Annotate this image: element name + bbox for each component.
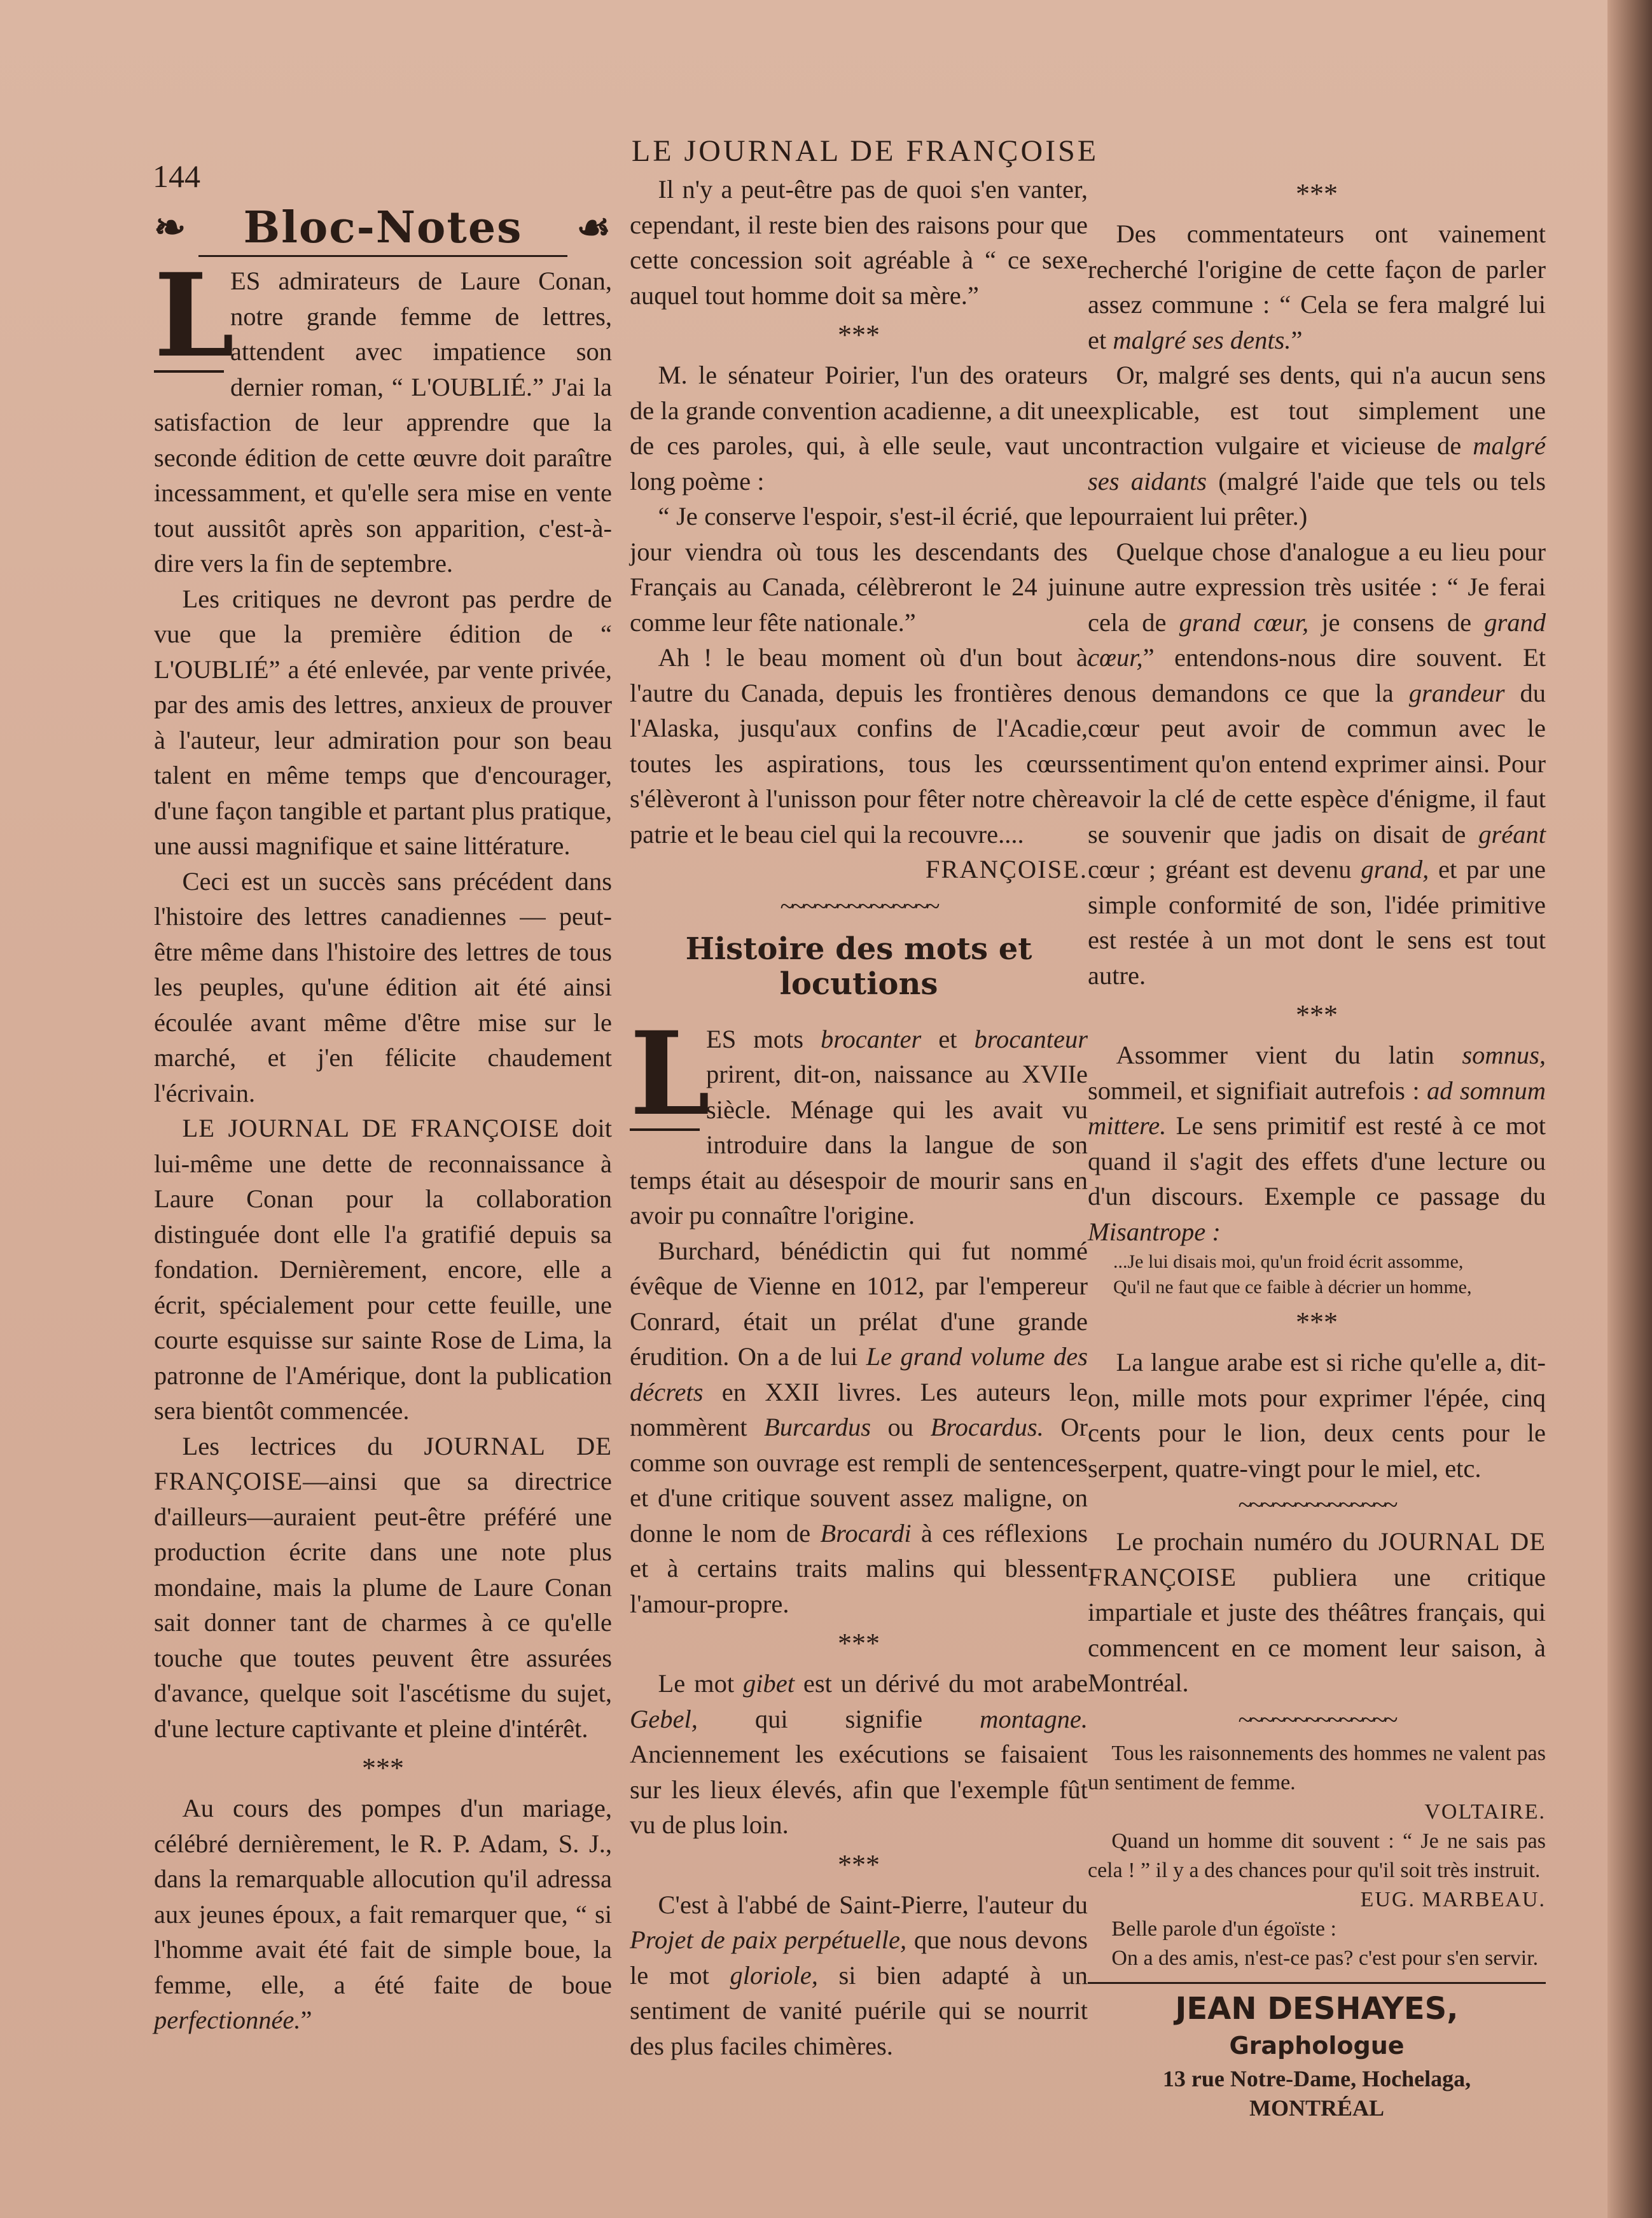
asterism: *** <box>838 1848 880 1880</box>
paragraph: Le prochain numéro du JOURNAL DE FRANÇOISE publiera une critique impartiale et juste des théâtres français, qui commencent en ce moment leur saison, à Montréal. <box>1088 1527 1546 1697</box>
signature: FRANÇOISE. <box>925 855 1088 884</box>
dropcap: L <box>630 1006 711 1141</box>
paragraph: La langue arabe est si riche qu'elle a, dit-on, mille mots pour exprimer l'épée, cinq cents pour le lion, deux cents pour le serpent, quatre-vingt pour le miel, etc. <box>1088 1348 1546 1483</box>
paragraph: Le mot gibet est un dérivé du mot arabe Gebel, qui signifie montagne. Anciennement les exécutions se faisaient sur les lieux élevés, afin que l'exemple fût vu de plus loin. <box>630 1669 1088 1839</box>
maxim-author: VOLTAIRE. <box>1424 1799 1546 1824</box>
page-number: 144 <box>153 158 200 194</box>
verse-quote <box>1113 1249 1546 1300</box>
column-2 <box>630 172 1088 2063</box>
paragraph: Il n'y a peut-être pas de quoi s'en vanter, cependant, il reste bien des raisons pour que cette concession soit agréable à “ ce sexe auquel tout homme doit sa mère.” <box>630 175 1088 310</box>
ornament-swirl-icon: ❧ <box>154 205 188 250</box>
asterism: *** <box>1296 178 1338 209</box>
asterism: *** <box>838 319 880 350</box>
ad-name: JEAN DESHAYES, <box>1175 1990 1459 2027</box>
ornament-swirl-icon: ☙ <box>576 205 612 250</box>
ad-role: Graphologue <box>1229 2032 1405 2060</box>
dropcap: L <box>154 249 235 383</box>
asterism: *** <box>1296 999 1338 1030</box>
paragraph: Quelque chose d'analogue a eu lieu pour une autre expression très usitée : “ Je ferai cela de grand cœur, je consens de grand cœur,” entendons-nous dire souvent. Et nous demandons ce que la grandeur du cœur peut avoir de commun avec le sentiment qu'on entend exprimer ainsi. Pour avoir la clé de cette espèce d'énigme, il faut se souvenir que jadis on disait de gréant cœur ; gréant est devenu grand, et par une simple conformité de son, l'idée primitive est restée à un mot dont le sens est tout autre. <box>1088 537 1546 990</box>
running-title: LE JOURNAL DE FRANÇOISE <box>631 134 1099 168</box>
ad-city: MONTRÉAL <box>1249 2095 1384 2121</box>
paragraph: Burchard, bénédictin qui fut nommé évêque de Vienne en 1012, par l'empereur Conrard, était un prélat d'une grande érudition. On a de lui Le grand volume des décrets en XXII livres. Les auteurs le nommèrent Burcardus ou Brocardus. Or comme son ouvrage est rempli de sentences et d'une critique souvent assez maligne, on donne le nom de Brocardi à ces réflexions et à certains traits malins qui blessent l'amour-propre. <box>630 1236 1088 1618</box>
paragraph: LE JOURNAL DE FRANÇOISE doit lui-même une dette de reconnaissance à Laure Conan pour la collaboration distinguée dont elle l'a gratifié depuis sa fondation. Dernièrement, encore, elle a écrit, spécialement pour cette feuille, une courte esquisse sur sainte Rose de Lima, la patronne de l'Amérique, dont la publication sera bientôt commencée. <box>154 1114 612 1425</box>
maxim: Belle parole d'un égoïste : <box>1111 1916 1336 1941</box>
column-1 <box>154 202 612 2038</box>
paragraph: M. le sénateur Poirier, l'un des orateurs de la grande convention acadienne, a dit une de ces paroles, qui, à elle seule, vaut un long poème : <box>630 361 1088 496</box>
ad-address: 13 rue Notre-Dame, Hochelaga, <box>1162 2065 1471 2091</box>
verse-line: Qu'il ne faut que ce faible à décrier un homme, <box>1113 1277 1472 1298</box>
maxim-author: EUG. MARBEAU. <box>1360 1887 1546 1911</box>
paragraph: Ah ! le beau moment où d'un bout à l'autre du Canada, depuis les frontières de l'Alaska, jusqu'aux confins de l'Acadie, toutes les aspirations, tous les cœurs s'élèveront à l'unisson pour fêter notre chère patrie et le beau ciel qui la recouvre.... <box>630 643 1088 849</box>
paragraph: ES admirateurs de Laure Conan, notre grande femme de lettres, attendent avec impatience son dernier roman, “ L'OUBLIÉ.” J'ai la satisfaction de leur apprendre que la seconde édition de cette œuvre doit paraître incessamment, et qu'elle sera mise en vente tout aussitôt après son apparition, c'est-à-dire vers la fin de septembre. <box>154 267 612 578</box>
paragraph: Ceci est un succès sans précédent dans l'histoire des lettres canadiennes — peut-être même dans l'histoire des lettres de tous les peuples, qu'une édition ait été ainsi écoulée avant même d'être mise sur le marché, et j'en félicite chaudement l'écrivain. <box>154 866 612 1107</box>
paragraph: Assommer vient du latin somnus, sommeil, et signifiait autrefois : ad somnum mittere. Le sens primitif est resté à ce mot quand il s'agit des effets d'une lecture ou d'un discours. Exemple ce passage du Misantrope : <box>1088 1041 1546 1246</box>
divider-squiggle: ~~~~~~~~~~~~~~ <box>1238 1490 1396 1519</box>
maxim: Quand un homme dit souvent : “ Je ne sais pas cela ! ” il y a des chances pour qu'il soit très instruit. <box>1088 1829 1546 1882</box>
asterism: *** <box>1296 1307 1338 1338</box>
paragraph: Les lectrices du JOURNAL DE FRANÇOISE—ainsi que sa directrice d'ailleurs—auraient peut-être préféré une production écrite dans une note plus mondaine, mais la plume de Laure Conan sait donner tant de charmes à ce qu'elle touche que toutes peuvent être assurées d'avance, quelque soit l'ascétisme du sujet, d'une lecture captivante et pleine d'intérêt. <box>154 1431 612 1743</box>
paragraph: Au cours des pompes d'un mariage, célébré dernièrement, le R. P. Adam, S. J., dans la remarquable allocution qu'il adressa aux jeunes époux, a fait remarquer que, “ si l'homme avait été fait de simple boue, la femme, elle, a été faite de boue perfectionnée.” <box>154 1794 612 2034</box>
paragraph: Les critiques ne devront pas perdre de vue que la première édition de “ L'OUBLIÉ” a été enlevée, par vente privée, par des amis des lettres, anxieux de prouver à l'auteur, leur admiration pour son beau talent en même temps que d'encourager, d'une façon tangible et partant plus pratique, une aussi magnifique et saine littérature. <box>154 584 612 860</box>
paragraph: “ Je conserve l'espoir, s'est-il écrié, que le jour viendra où tous les descendants des Français au Canada, célèbreront le 24 juin comme leur fête nationale.” <box>630 502 1088 637</box>
divider-squiggle: ~~~~~~~~~~~~~~ <box>780 891 938 920</box>
book-spine-shadow <box>1607 0 1652 2218</box>
verse-line: ...Je lui disais moi, qu'un froid écrit assomme, <box>1113 1251 1464 1272</box>
title-rule <box>198 255 567 257</box>
maxim: Tous les raisonnements des hommes ne valent pas un sentiment de femme. <box>1088 1741 1546 1794</box>
column-3 <box>1088 172 1546 2123</box>
section-title-histoire: Histoire des mots et locutions <box>685 931 1032 1002</box>
paragraph: ES mots brocanter et brocanteur prirent, dit-on, naissance au XVIIe siècle. Ménage qui les avait vu introduire dans la langue de son temps était au désespoir de mourir sans en avoir pu connaître l'origine. <box>630 1024 1088 1230</box>
paragraph: Des commentateurs ont vainement recherché l'origine de cette façon de parler assez commune : “ Cela se fera malgré lui et malgré ses dents.” <box>1088 219 1546 354</box>
paragraph: Or, malgré ses dents, qui n'a aucun sens explicable, est tout simplement une contraction vulgaire et vicieuse de malgré ses aidants (malgré l'aide que tels ou tels pourraient lui prêter.) <box>1088 361 1546 530</box>
divider-squiggle: ~~~~~~~~~~~~~~ <box>1238 1705 1396 1734</box>
paragraph: C'est à l'abbé de Saint-Pierre, l'auteur du Projet de paix perpétuelle, que nous devons le mot gloriole, si bien adapté à un sentiment de vanité puérile qui se nourrit des plus faciles chimères. <box>630 1890 1088 2060</box>
asterism: *** <box>362 1752 404 1784</box>
bloc-notes-title: Bloc-Notes <box>243 202 523 253</box>
asterism: *** <box>838 1628 880 1659</box>
maxims <box>1088 1739 1546 1973</box>
advertisement <box>1088 1982 1546 2123</box>
maxim: On a des amis, n'est-ce pas? c'est pour s'en servir. <box>1111 1946 1539 1970</box>
